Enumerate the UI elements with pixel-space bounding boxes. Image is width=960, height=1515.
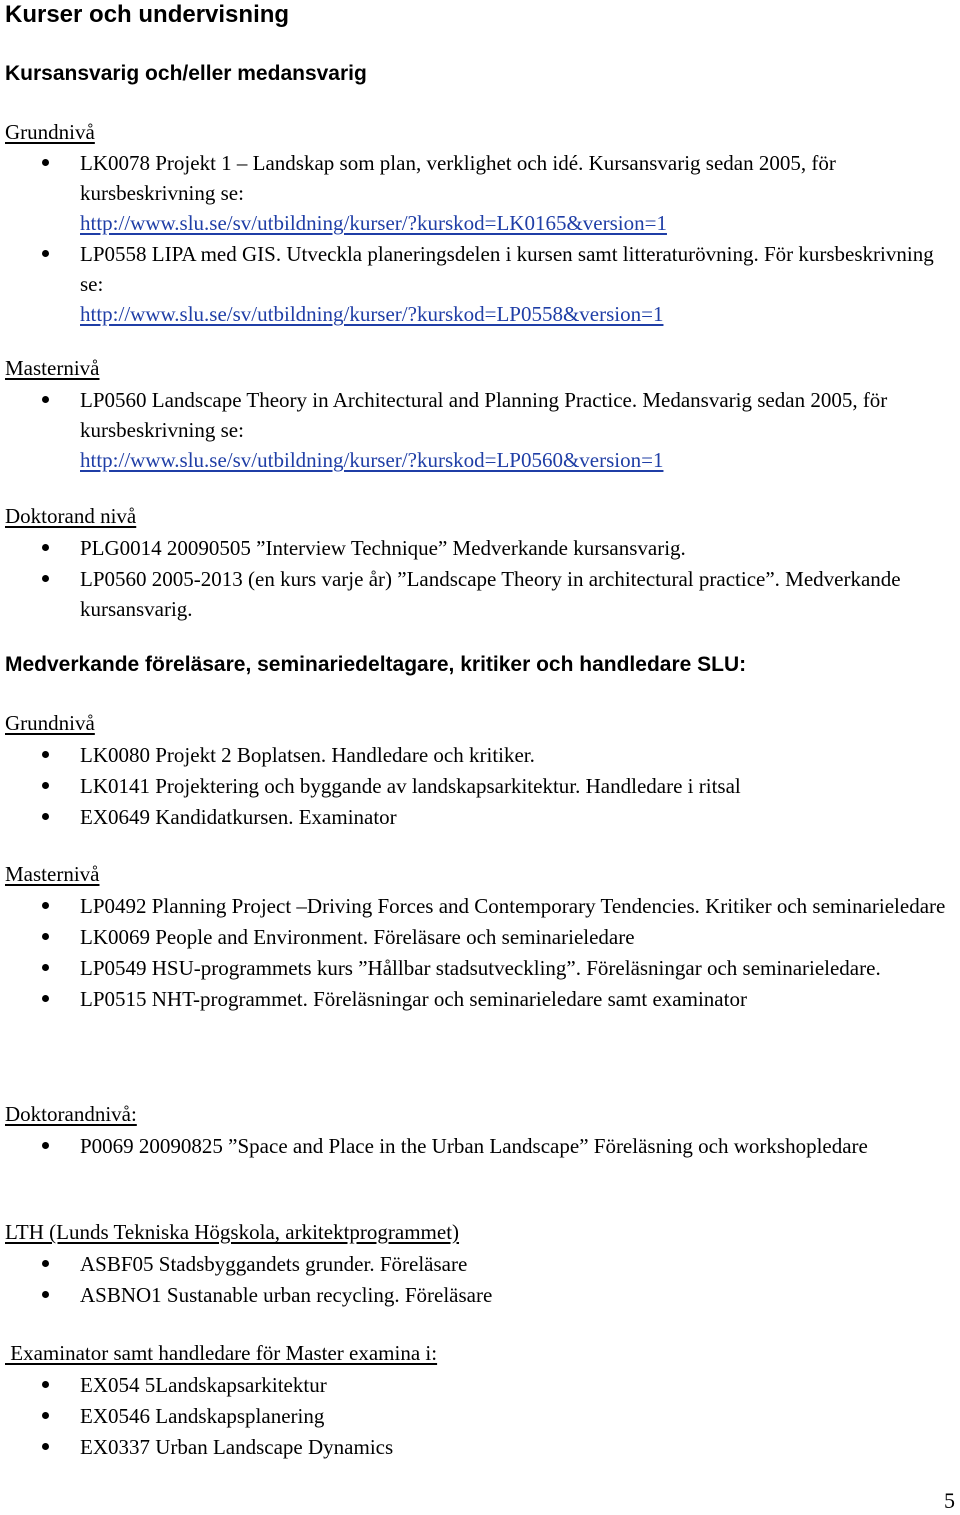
level-label-grundniva-2: Grundnivå [5,711,95,735]
level-label-lth: LTH (Lunds Tekniska Högskola, arkitektprogrammet) [5,1220,460,1244]
list-item: EX0546 Landskapsplanering [0,1401,960,1431]
course-list-grundniva-2 [0,740,960,833]
list-item [0,239,960,329]
list-item: ASBF05 Stadsbyggandets grunder. Föreläsare [0,1249,960,1279]
list-item [0,148,960,238]
list-item: LK0069 People and Environment. Föreläsare och seminarieledare [0,922,960,952]
list-item: LP0560 2005-2013 (en kurs varje år) ”Landscape Theory in architectural practice”. Medverkande kursansvarig. [0,564,960,624]
course-link[interactable]: http://www.slu.se/sv/utbildning/kurser/?kurskod=LK0165&version=1 [80,211,667,235]
list-item-text: LP0558 LIPA med GIS. Utveckla planeringsdelen i kursen samt litteraturövning. För kursbeskrivning se: [80,242,934,296]
section-heading-medverkande: Medverkande föreläsare, seminariedeltagare, kritiker och handledare SLU: [5,653,747,676]
course-list-doktorandniva-1 [0,533,960,625]
list-item: LK0080 Projekt 2 Boplatsen. Handledare och kritiker. [0,740,960,770]
list-item: PLG0014 20090505 ”Interview Technique” Medverkande kursansvarig. [0,533,960,563]
list-item: EX054 5Landskapsarkitektur [0,1370,960,1400]
course-list-masterniva-2 [0,891,960,1015]
list-item: LP0515 NHT-programmet. Föreläsningar och seminarieledare samt examinator [0,984,960,1014]
list-item: LP0549 HSU-programmets kurs ”Hållbar stadsutveckling”. Föreläsningar och seminarieledare. [0,953,960,983]
list-item: LK0141 Projektering och byggande av landskapsarkitektur. Handledare i ritsal [0,771,960,801]
page-number: 5 [944,1488,955,1513]
section-heading-kursansvarig: Kursansvarig och/eller medansvarig [5,62,367,85]
level-label-doktorandniva: Doktorand nivå [5,504,137,528]
course-list-masterniva-1 [0,385,960,476]
list-item: EX0649 Kandidatkursen. Examinator [0,802,960,832]
course-link[interactable]: http://www.slu.se/sv/utbildning/kurser/?kurskod=LP0558&version=1 [80,302,664,326]
level-label-masterniva-2: Masternivå [5,862,100,886]
course-list-grundniva-1 [0,148,960,330]
list-item: LP0492 Planning Project –Driving Forces and Contemporary Tendencies. Kritiker och seminarieledare [0,891,960,921]
list-item-text: LP0560 Landscape Theory in Architectural and Planning Practice. Medansvarig sedan 2005, för kursbeskrivning se: [80,388,888,442]
list-item [0,385,960,475]
course-list-doktorandniva-2 [0,1131,960,1162]
list-item: EX0337 Urban Landscape Dynamics [0,1432,960,1462]
level-label-grundniva: Grundnivå [5,120,95,144]
list-item: ASBNO1 Sustanable urban recycling. Föreläsare [0,1280,960,1310]
level-label-masterniva: Masternivå [5,356,100,380]
list-item: P0069 20090825 ”Space and Place in the Urban Landscape” Föreläsning och workshopledare [0,1131,960,1161]
level-label-examinator: Examinator samt handledare för Master examina i: [5,1341,438,1365]
level-label-doktorandniva-2: Doktorandnivå: [5,1102,137,1126]
list-item-text: LK0078 Projekt 1 – Landskap som plan, verklighet och idé. Kursansvarig sedan 2005, för kursbeskrivning se: [80,151,836,205]
course-link[interactable]: http://www.slu.se/sv/utbildning/kurser/?kurskod=LP0560&version=1 [80,448,664,472]
course-list-examinator [0,1370,960,1463]
course-list-lth [0,1249,960,1311]
page-title: Kurser och undervisning [5,1,290,28]
